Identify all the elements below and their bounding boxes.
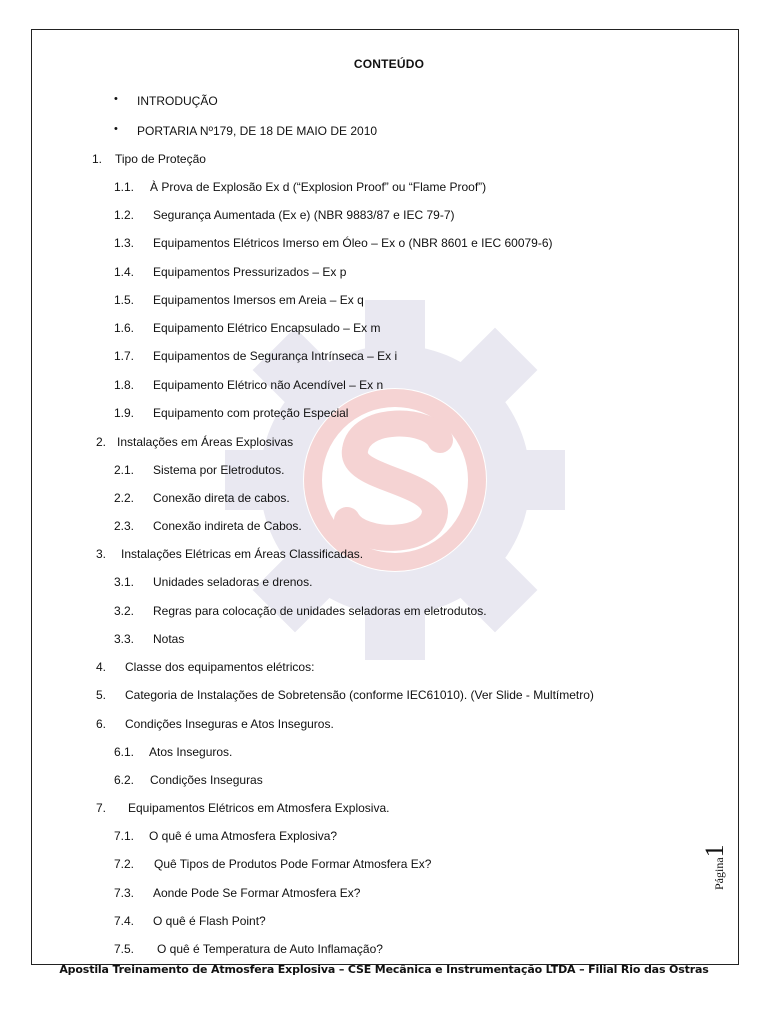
toc-entry: Conexão indireta de Cabos. xyxy=(153,519,302,533)
toc-number: 3.3. xyxy=(114,632,135,646)
toc-number: 7.1. xyxy=(114,829,135,843)
toc-entry: Condições Inseguras xyxy=(150,773,263,787)
toc-entry: Segurança Aumentada (Ex e) (NBR 9883/87 e IEC 79-7) xyxy=(153,208,455,222)
toc-number: 6.2. xyxy=(114,773,135,787)
page-title: CONTEÚDO xyxy=(353,57,425,71)
toc-entry: Equipamentos Imersos em Areia – Ex q xyxy=(153,293,364,307)
toc-entry: Instalações Elétricas em Áreas Classificadas. xyxy=(121,547,364,561)
bullet-item: INTRODUÇÃO xyxy=(137,94,218,108)
toc-entry: Atos Inseguros. xyxy=(149,745,233,759)
toc-number: 3.1. xyxy=(114,575,135,589)
page-footer: Apostila Treinamento de Atmosfera Explosiva – CSE Mecânica e Instrumentação LTDA – Filial Rio das Ostras xyxy=(59,963,709,976)
toc-entry: Equipamentos de Segurança Intrínseca – Ex i xyxy=(153,349,398,363)
toc-number: 2.2. xyxy=(114,491,135,505)
toc-number: 7.4. xyxy=(114,914,135,928)
toc-number: 2. xyxy=(96,435,107,449)
toc-number: 7.3. xyxy=(114,886,135,900)
toc-number: 1.8. xyxy=(114,378,135,392)
toc-number: 2.3. xyxy=(114,519,135,533)
toc-number: 1.6. xyxy=(114,321,135,335)
toc-number: 3. xyxy=(96,547,107,561)
toc-entry: Regras para colocação de unidades seladoras em eletrodutos. xyxy=(153,604,487,618)
toc-entry: Equipamentos Elétricos Imerso em Óleo – Ex o (NBR 8601 e IEC 60079-6) xyxy=(153,236,553,250)
page-number-label xyxy=(700,844,740,890)
toc-entry: Sistema por Eletrodutos. xyxy=(153,463,285,477)
toc-number: 3.2. xyxy=(114,604,135,618)
bullet-icon: • xyxy=(114,93,118,105)
toc-number: 7. xyxy=(96,801,107,815)
toc-entry: Equipamento Elétrico não Acendível – Ex n xyxy=(153,378,384,392)
toc-entry: Equipamentos Pressurizados – Ex p xyxy=(153,265,347,279)
toc-entry: O quê é uma Atmosfera Explosiva? xyxy=(149,829,338,843)
toc-entry: Instalações em Áreas Explosivas xyxy=(117,435,294,449)
toc-entry: O quê é Temperatura de Auto Inflamação? xyxy=(157,942,383,956)
toc-number: 7.2. xyxy=(114,857,135,871)
toc-entry: Tipo de Proteção xyxy=(115,152,206,166)
toc-entry: Equipamento Elétrico Encapsulado – Ex m xyxy=(153,321,381,335)
toc-number: 1. xyxy=(92,152,103,166)
toc-number: 7.5. xyxy=(114,942,135,956)
toc-number: 1.5. xyxy=(114,293,135,307)
toc-entry: À Prova de Explosão Ex d (“Explosion Proof” ou “Flame Proof”) xyxy=(150,180,487,194)
toc-entry: Notas xyxy=(153,632,185,646)
bullet-item: PORTARIA Nº179, DE 18 DE MAIO DE 2010 xyxy=(137,124,378,138)
toc-number: 1.9. xyxy=(114,406,135,420)
toc-entry: Unidades seladoras e drenos. xyxy=(153,575,313,589)
toc-number: 6. xyxy=(96,717,107,731)
toc-entry: Aonde Pode Se Formar Atmosfera Ex? xyxy=(153,886,361,900)
bullet-icon: • xyxy=(114,123,118,135)
toc-entry: O quê é Flash Point? xyxy=(153,914,266,928)
toc-number: 2.1. xyxy=(114,463,135,477)
toc-entry: Equipamentos Elétricos em Atmosfera Explosiva. xyxy=(128,801,390,815)
toc-number: 1.1. xyxy=(114,180,135,194)
toc-entry: Categoria de Instalações de Sobretensão (conforme IEC61010). (Ver Slide - Multímetro) xyxy=(125,688,594,702)
toc-entry: Condições Inseguras e Atos Inseguros. xyxy=(125,717,334,731)
toc-entry: Conexão direta de cabos. xyxy=(153,491,290,505)
toc-number: 4. xyxy=(96,660,107,674)
toc-entry: Equipamento com proteção Especial xyxy=(153,406,349,420)
toc-entry: Classe dos equipamentos elétricos: xyxy=(125,660,315,674)
page-number: 1 xyxy=(700,844,729,858)
toc-number: 1.2. xyxy=(114,208,135,222)
page-word: Página xyxy=(712,857,726,890)
toc-number: 5. xyxy=(96,688,107,702)
toc-number: 1.7. xyxy=(114,349,135,363)
toc-number: 6.1. xyxy=(114,745,135,759)
toc-entry: Quê Tipos de Produtos Pode Formar Atmosfera Ex? xyxy=(154,857,432,871)
toc-number: 1.3. xyxy=(114,236,135,250)
toc-number: 1.4. xyxy=(114,265,135,279)
